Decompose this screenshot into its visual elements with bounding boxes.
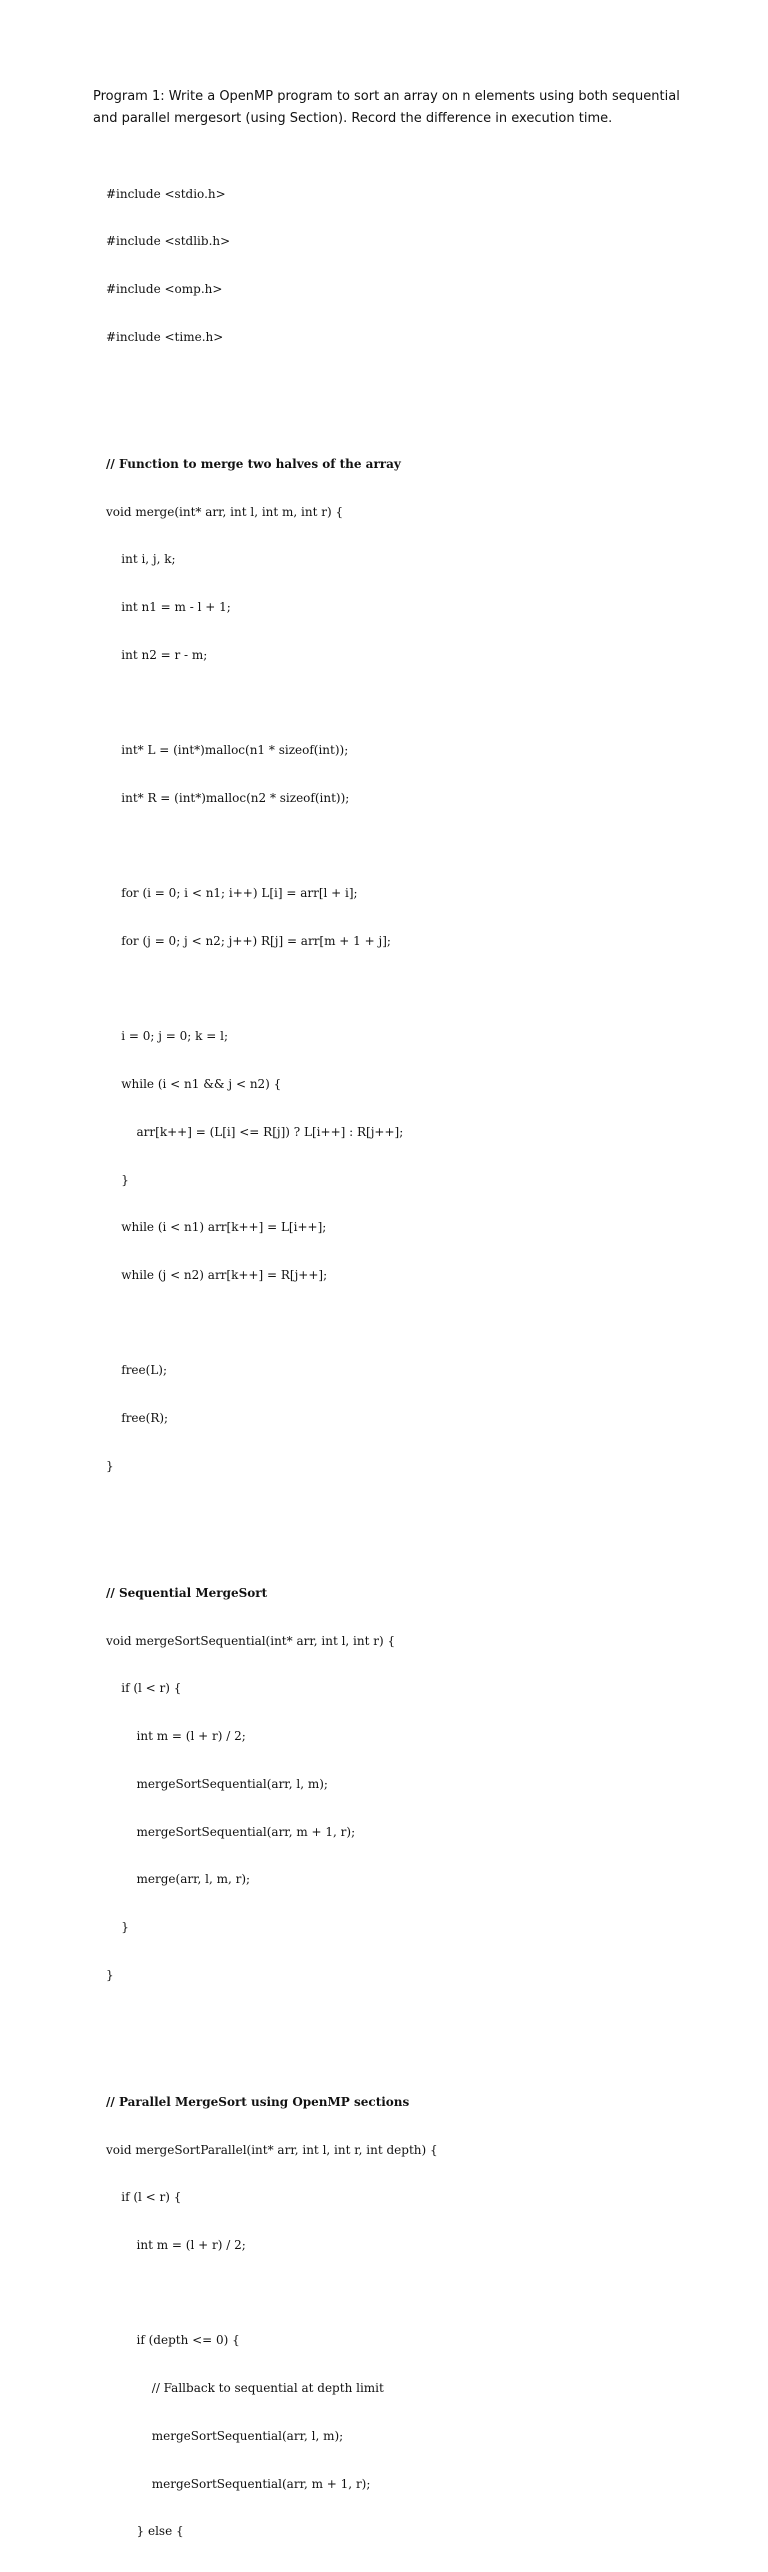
code-line: while (i < n1) arr[k++] = L[i++]; <box>106 1220 327 1235</box>
code-line: } <box>106 1919 129 1934</box>
code-blank <box>106 378 666 394</box>
code-line: } <box>106 1172 129 1187</box>
code-line: } <box>106 1458 114 1473</box>
code-line: if (l < r) { <box>106 2190 182 2205</box>
code-line: merge(arr, l, m, r); <box>106 1872 251 1887</box>
code-line: #include <time.h> <box>106 329 224 344</box>
code-line: arr[k++] = (L[i] <= R[j]) ? L[i++] : R[j++]; <box>106 1124 404 1139</box>
code-line <box>106 982 666 998</box>
code-line: if (depth <= 0) { <box>106 2333 240 2348</box>
code-line: #include <stdlib.h> <box>106 234 231 249</box>
code-line: int* R = (int*)malloc(n2 * sizeof(int)); <box>106 790 350 805</box>
code-line <box>106 1316 666 1332</box>
code-line: int* L = (int*)malloc(n1 * sizeof(int)); <box>106 743 349 758</box>
code-line: void merge(int* arr, int l, int m, int r) { <box>106 504 344 519</box>
code-line: int n1 = m - l + 1; <box>106 600 231 615</box>
sequential-comment-heading: // Sequential MergeSort <box>106 1586 268 1601</box>
code-line: i = 0; j = 0; k = l; <box>106 1029 229 1044</box>
parallel-comment-heading: // Parallel MergeSort using OpenMP sections <box>106 2094 410 2109</box>
code-line: int m = (l + r) / 2; <box>106 1729 246 1744</box>
merge-comment-heading: // Function to merge two halves of the array <box>106 457 401 472</box>
code-line: free(L); <box>106 1363 168 1378</box>
code-line: } else { <box>106 2524 184 2539</box>
code-line <box>106 2286 666 2302</box>
description-line-1: Program 1: Write a OpenMP program to sort an array on n elements using both sequential <box>93 89 680 104</box>
code-line <box>106 696 666 712</box>
code-line: // Fallback to sequential at depth limit <box>106 2381 384 2396</box>
code-line: while (i < n1 && j < n2) { <box>106 1077 282 1092</box>
code-line: mergeSortSequential(arr, l, m); <box>106 1776 328 1791</box>
code-line: #include <omp.h> <box>106 282 223 297</box>
program-description <box>93 86 693 130</box>
code-line: void mergeSortSequential(int* arr, int l, int r) { <box>106 1633 396 1648</box>
code-line: int n2 = r - m; <box>106 647 208 662</box>
code-line: while (j < n2) arr[k++] = R[j++]; <box>106 1268 328 1282</box>
code-line: #include <stdio.h> <box>106 186 226 201</box>
code-line: mergeSortSequential(arr, m + 1, r); <box>106 2476 371 2491</box>
code-line: void mergeSortParallel(int* arr, int l, int r, int depth) { <box>106 2142 438 2157</box>
code-line: mergeSortSequential(arr, m + 1, r); <box>106 1824 356 1839</box>
code-line: if (l < r) { <box>106 1681 182 1696</box>
code-line: int m = (l + r) / 2; <box>106 2237 246 2252</box>
code-line <box>106 839 666 855</box>
code-listing-image <box>106 139 666 2572</box>
code-line: mergeSortSequential(arr, l, m); <box>106 2428 344 2443</box>
code-blank <box>106 1507 666 1523</box>
description-line-2: and parallel mergesort (using Section). Record the difference in execution time. <box>93 111 613 126</box>
code-line: for (i = 0; i < n1; i++) L[i] = arr[l + i]; <box>106 886 358 901</box>
code-line: int i, j, k; <box>106 552 176 567</box>
code-blank <box>106 2015 666 2031</box>
code-line: for (j = 0; j < n2; j++) R[j] = arr[m + 1 + j]; <box>106 934 391 949</box>
code-line: } <box>106 1967 114 1982</box>
code-line: free(R); <box>106 1411 169 1426</box>
